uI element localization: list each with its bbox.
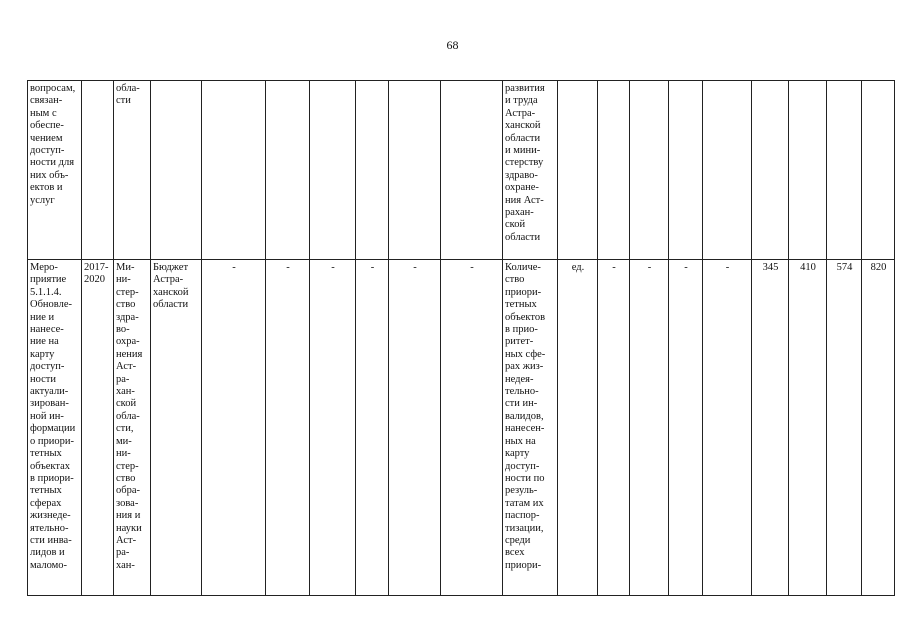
target-value-cell [827,81,862,260]
funding-source-cell [151,81,202,260]
funding-value-cell: - [356,260,389,596]
funding-source-cell: Бюджет Астра- ханской области [151,260,202,596]
target-value-cell [752,81,789,260]
executor-cell: Ми- ни- стер- ство здра- во- охра- нения Аст- ра- хан- ской обла- сти, ми- ни- стер- ство обра- зова- ния и науки Аст- ра- хан- [114,260,151,596]
funding-value-cell: - [389,260,441,596]
page-number: 68 [446,38,459,52]
funding-value-cell [356,81,389,260]
funding-value-cell [441,81,503,260]
funding-value-cell [266,81,310,260]
unit-cell [558,81,598,260]
executor-cell: обла- сти [114,81,151,260]
funding-value-cell [202,81,266,260]
funding-value-cell: - [441,260,503,596]
funding-value-cell [310,81,356,260]
indicator-cell: развития и труда Астра- ханской области и мини- стерству здраво- охране- ния Аст- рахан- ской области [503,81,558,260]
target-value-cell: - [630,260,669,596]
target-value-cell [598,81,630,260]
target-value-cell [630,81,669,260]
period-cell [82,81,114,260]
unit-cell: ед. [558,260,598,596]
target-value-cell [789,81,827,260]
funding-value-cell: - [202,260,266,596]
target-value-cell: 345 [752,260,789,596]
program-table [27,80,895,596]
funding-value-cell: - [310,260,356,596]
target-value-cell: - [703,260,752,596]
target-value-cell [703,81,752,260]
indicator-cell: Количе- ство приори- тетных объектов в прио- ритет- ных сфе- рах жиз- недея- тельно- сти ин- валидов, нанесен- ных на карту доступ- ности по резуль- татам их паспор- тизации, среди всех приори- [503,260,558,596]
funding-value-cell: - [266,260,310,596]
target-value-cell [862,81,895,260]
event-name-cell: вопросам, связан- ным с обеспе- чением доступ- ности для них объ- ектов и услуг [28,81,82,260]
funding-value-cell [389,81,441,260]
target-value-cell: 574 [827,260,862,596]
event-name-cell: Меро- приятие 5.1.1.4. Обновле- ние и нанесе- ние на карту доступ- ности актуали- зирован- ной ин- формации о приори- тетных объектах в приори- тетных сферах жизнеде- ятельно- сти инва- лидов и маломо- [28,260,82,596]
target-value-cell: - [669,260,703,596]
period-cell: 2017- 2020 [82,260,114,596]
target-value-cell [669,81,703,260]
target-value-cell: - [598,260,630,596]
table-row [28,81,895,260]
table-row [28,260,895,596]
target-value-cell: 410 [789,260,827,596]
target-value-cell: 820 [862,260,895,596]
